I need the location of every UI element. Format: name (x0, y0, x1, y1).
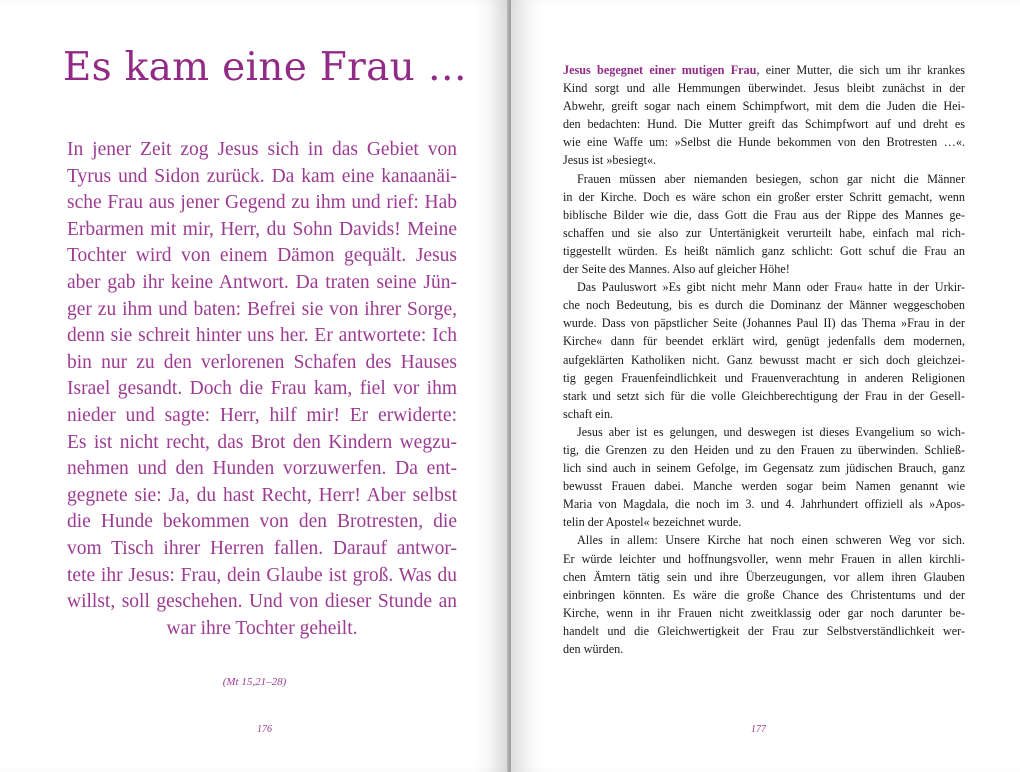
scripture-line: denn sie schreit hinter uns her. Er antwortete: Ich (67, 325, 457, 347)
commentary-line: tig gegen Frauenfeindlichkeit und Frauenverachtung in anderen Religionen (563, 370, 965, 385)
scripture-line: In jener Zeit zog Jesus sich in das Gebiet von (67, 139, 457, 160)
commentary-line: tig, die Grenzen zu den Heiden und zu den Frauen zu überwinden. Schließ- (563, 442, 965, 457)
scripture-line: bin nur zu den verlorenen Schafen des Hauses (67, 351, 457, 373)
left-page (0, 0, 509, 772)
commentary-line: schaft ein. (563, 406, 614, 421)
commentary-line: biblische Bilder wie die, dass Gott die Frau aus der Rippe des Mannes ge- (563, 207, 965, 222)
commentary-line: Kirche« dann für beendet erklärt wird, genügt jedenfalls dem modernen, (563, 334, 965, 349)
scripture-line: Tochter wird von einem Dämon gequält. Jesus (67, 245, 457, 267)
scripture-reference: (Mt 15,21–28) (222, 676, 287, 688)
commentary-line: Kind sorgt und alle Hemmungen überwindet. Jesus bleibt zunächst in der (563, 81, 965, 96)
scripture-line: gegnete sie: Ja, du hast Recht, Herr! Aber selbst (67, 484, 457, 506)
commentary-line: Alles in allem: Unsere Kirche hat noch einen schweren Weg vor sich. (577, 533, 965, 548)
scripture-line: Es ist nicht recht, das Brot den Kindern wegzu- (67, 431, 457, 453)
scripture-line: Israel gesandt. Doch die Frau kam, fiel vor ihm (67, 378, 457, 400)
commentary-line: stark und setzt sich für die volle Gleichberechtigung der Frau in der Gesell- (563, 388, 965, 403)
scripture-passage (67, 137, 457, 642)
commentary-line: einbringen könnten. Es wäre die große Chance des Christentums und der (563, 587, 965, 602)
commentary-line: Frauen müssen aber niemanden besiegen, schon gar nicht die Männer (577, 171, 965, 186)
commentary-line: den würden. (563, 642, 624, 656)
scripture-line: Erbarmen mit mir, Herr, du Sohn Davids! Meine (67, 218, 457, 240)
scripture-line: ger zu ihm und baten: Befrei sie von ihrer Sorge, (67, 298, 457, 320)
commentary-first-line (563, 61, 965, 79)
commentary-lead-in: Jesus begegnet einer mutigen Frau (563, 63, 757, 77)
commentary-line: lich sind auch in seinem Gefolge, im Gegensatz zum jüdischen Brauch, ganz (563, 461, 965, 476)
commentary-line: in der Kirche. Doch es wäre schon ein großer erster Schritt gemacht, wenn (563, 189, 965, 204)
commentary-line: Das Pauluswort »Es gibt nicht mehr Mann oder Frau« hatte in der Urkir- (577, 280, 965, 295)
page-number-right: 177 (751, 724, 766, 735)
commentary-line: Kirche, wenn in ihr Frauen nicht zweitklassig oder gar noch darunter be- (563, 605, 965, 620)
scripture-line: die Hunde bekommen von den Brotresten, die (67, 511, 457, 533)
commentary-line: Maria von Magdala, die noch im 3. und 4. Jahrhundert offiziell als »Apos- (563, 497, 965, 512)
commentary-line: chen Ämtern tätig sein und ihre Überzeugungen, vor allem ihren Glauben (563, 569, 965, 584)
scripture-line: war ihre Tochter geheilt. (166, 617, 358, 639)
chapter-title: Es kam eine Frau … (62, 45, 468, 90)
commentary-text (563, 61, 965, 658)
scripture-line: willst, soll geschehen. Und von dieser Stunde an (67, 591, 457, 613)
scripture-line: Tyrus und Sidon zurück. Da kam eine kanaanäi- (67, 165, 457, 187)
commentary-line: Er würde leichter und hoffnungsvoller, wenn mehr Frauen in allen kirchli- (563, 551, 965, 566)
commentary-line: aufgeklärten Katholiken nicht. Ganz bewusst macht er sich doch gleichzei- (563, 352, 965, 367)
commentary-line: schaffen und sie also zur Untertänigkeit verurteilt habe, einfach mal rich- (563, 225, 965, 240)
scripture-line: tete ihr Jesus: Frau, dein Glaube ist groß. Was du (67, 564, 457, 586)
commentary-line: telin der Apostel« bezeichnet wurde. (563, 515, 742, 530)
page-number-left: 176 (257, 724, 272, 735)
right-page (511, 0, 1020, 772)
commentary-line: der Seite des Mannes. Also auf gleicher Höhe! (563, 262, 790, 277)
scripture-line: nehmen und den Hunden vorzuwerfen. Da ent- (67, 458, 457, 480)
commentary-line: Abwehr, greift sogar nach einem Schimpfwort, mit dem die Juden die Hei- (563, 99, 965, 114)
commentary-line: wurde. Dass von päpstlicher Seite (Johannes Paul II) das Thema »Frau in der (563, 316, 965, 331)
commentary-line: wie eine Waffe um: »Selbst die Hunde bekommen von den Brotresten …«. (563, 135, 965, 150)
commentary-line: bewusst Frauen dabei. Manche werden sogar beim Namen genannt wie (563, 479, 965, 494)
scripture-line: sche Frau aus jener Gegend zu ihm und rief: Hab (67, 192, 457, 214)
commentary-line: Jesus aber ist es gelungen, und deswegen ist dieses Evangelium so wich- (577, 424, 965, 439)
scripture-line: nieder und sagte: Herr, hilf mir! Er erwiderte: (67, 404, 457, 426)
commentary-first-line-rest: , einer Mutter, die sich um ihr krankes (756, 63, 965, 77)
commentary-line: tiggestellt würden. Es heißt nämlich ganz schlicht: Gott schuf die Frau an (563, 243, 965, 258)
scripture-line: aber gab ihr keine Antwort. Da traten seine Jün- (67, 271, 457, 293)
commentary-line: den bedachten: Hund. Die Mutter greift das Schimpfwort auf und dreht es (563, 117, 965, 132)
commentary-line: Jesus ist »besiegt«. (563, 153, 657, 168)
commentary-line: che noch Bedeutung, bis es durch die Dominanz der Männer weggeschoben (563, 298, 965, 313)
scripture-line: vom Tisch ihrer Herren fallen. Darauf antwor- (67, 537, 457, 559)
commentary-line: handelt und die Gleichwertigkeit der Frau zur Selbstverständlichkeit wer- (563, 623, 965, 638)
